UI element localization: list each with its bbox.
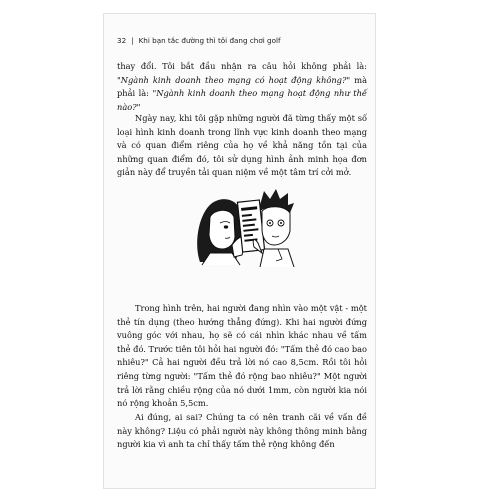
paragraph-3: Trong hình trên, hai người đang nhìn vào một vật - một thẻ tín dụng (theo hướng thẳng đứng). Khi hai người đứng vuông góc với nhau, họ sẽ có cái nhìn khác nhau về tấm thẻ đó. Trước tiên tôi hỏi hai người đó: "Tấm thẻ đó cao bao nhiêu?" Cả hai người đều trả lời nó cao 8,5cm. Rồi tôi hỏi riêng từng người: "Tấm thẻ đó rộng bao nhiêu?" Một người trả lời rằng chiều rộng của nó dưới 1mm, còn người kia nói nó rộng khoản 5,5cm. bbox=[117, 303, 367, 409]
paragraph-4: Ai đúng, ai sai? Chúng ta có nên tranh cãi về vấn đề này không? Liệu có phải người này không thông minh bằng người kia vì anh ta chỉ thấy tấm thẻ rộng không đến bbox=[117, 412, 367, 450]
paragraph-1-text-a: thay đổi. Tôi bắt đầu nhận ra câu hỏi không phải là: bbox=[117, 61, 367, 71]
paragraph-1-quote-b: "Ngành kinh doanh theo mạng hoạt động như thế nào?" bbox=[117, 88, 367, 112]
paragraph-1-text-b: mà phải là: bbox=[117, 74, 367, 99]
running-header bbox=[117, 36, 281, 45]
running-title: Khi bạn tắc đường thì tôi đang chơi golf bbox=[138, 36, 281, 45]
illustration-two-people-card bbox=[192, 187, 296, 267]
paragraph-1 bbox=[117, 60, 367, 114]
paragraph-1-quote-a: "Ngành kinh doanh theo mạng có hoạt động không?" bbox=[117, 74, 351, 85]
header-separator: | bbox=[131, 36, 134, 45]
book-page bbox=[103, 13, 376, 489]
paragraph-2: Ngày nay, khi tôi gặp những người đã từng thấy một số loại hình kinh doanh trong lĩnh vực kinh doanh theo mạng và có quan điểm riêng của họ về khả năng tồn tại của những quan điểm đó, tôi sử dụng hình ảnh minh họa đơn giản này để truyền tải quan niệm về một tâm trí cởi mở. bbox=[117, 113, 367, 178]
page-number: 32 bbox=[117, 36, 127, 45]
